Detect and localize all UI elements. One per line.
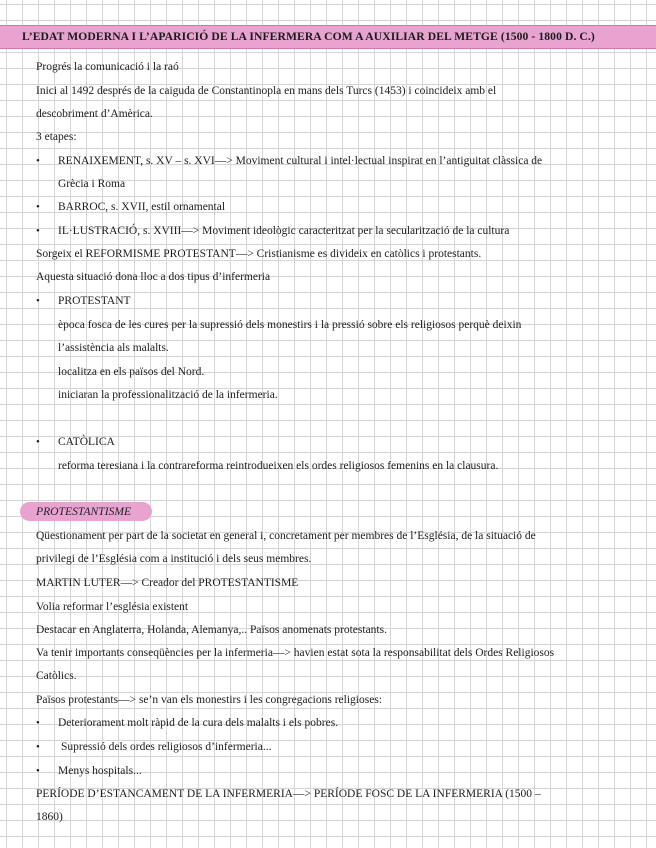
bullet-icon: • <box>36 295 40 307</box>
bullet-icon: • <box>36 765 40 777</box>
bullet-icon: • <box>36 225 40 237</box>
list-item: Supressió dels ordes religiosos d’infermeria... <box>61 741 272 753</box>
text-line: MARTIN LUTER—> Creador del PROTESTANTISME <box>36 577 299 589</box>
bullet-icon: • <box>36 717 40 729</box>
text-line: descobriment d’Amèrica. <box>36 108 153 120</box>
text-line: Qüestionament per part de la societat en general i, concretament per membres de l’Església, de la situació de <box>36 530 536 542</box>
list-item: Grècia i Roma <box>58 178 126 190</box>
text-line: Països protestants—> se’n van els monestirs i les congregacions religioses: <box>36 694 382 706</box>
page-title: L’EDAT MODERNA I L’APARICIÓ DE LA INFERMERA COM A AUXILIAR DEL METGE (1500 - 1800 D. C.) <box>0 25 656 49</box>
bullet-icon: • <box>36 741 40 753</box>
bullet-icon: • <box>36 201 40 213</box>
list-item: Deteriorament molt ràpid de la cura dels malalts i els pobres. <box>58 717 339 729</box>
list-item: IL·LUSTRACIÓ, s. XVIII—> Moviment ideològic caracteritzat per la secularització de la cultura <box>58 225 510 237</box>
list-item: Menys hospitals... <box>58 765 142 777</box>
text-line: l’assistència als malalts. <box>58 342 169 354</box>
text-line: iniciaran la professionalització de la infermeria. <box>58 389 278 401</box>
text-line: Sorgeix el REFORMISME PROTESTANT—> Cristianisme es divideix en catòlics i protestants. <box>36 248 482 260</box>
text-line: PERÍODE D’ESTANCAMENT DE LA INFERMERIA—> PERÍODE FOSC DE LA INFERMERIA (1500 – <box>36 788 541 800</box>
section-tag: PROTESTANTISME <box>20 502 152 521</box>
list-item-title: PROTESTANT <box>58 295 131 307</box>
text-line: 1860) <box>36 811 63 823</box>
text-line: 3 etapes: <box>36 131 77 143</box>
bullet-icon: • <box>36 436 40 448</box>
text-line: època fosca de les cures per la supressió dels monestirs i la pressió sobre els religiosos perquè deixin <box>58 319 522 331</box>
text-line: Destacar en Anglaterra, Holanda, Alemanya,.. Països anomenats protestants. <box>36 624 387 636</box>
text-line: Inici al 1492 després de la caiguda de Constantinopla en mans dels Turcs (1453) i coincideix amb el <box>36 85 497 97</box>
list-item-title: CATÒLICA <box>58 436 115 448</box>
text-line: Progrés la comunicació i la raó <box>36 61 179 73</box>
text-line: localitza en els països del Nord. <box>58 366 205 378</box>
list-item: RENAIXEMENT, s. XV – s. XVI—> Moviment cultural i intel·lectual inspirat en l’antiguitat clàssica de <box>58 155 543 167</box>
list-item: BARROC, s. XVII, estil ornamental <box>58 201 226 213</box>
text-line: privilegi de l’Església com a institució i dels seus membres. <box>36 553 312 565</box>
text-line: Catòlics. <box>36 670 77 682</box>
bullet-icon: • <box>36 155 40 167</box>
text-line: Volia reformar l’església existent <box>36 601 189 613</box>
text-line: Va tenir importants conseqüències per la infermeria—> havien estat sota la responsabilitat dels Ordes Religiosos <box>36 647 555 659</box>
text-line: Aquesta situació dona lloc a dos tipus d’infermeria <box>36 271 271 283</box>
text-line: reforma teresiana i la contrareforma reintrodueixen els ordes religiosos femenins en la clausura. <box>58 460 499 472</box>
